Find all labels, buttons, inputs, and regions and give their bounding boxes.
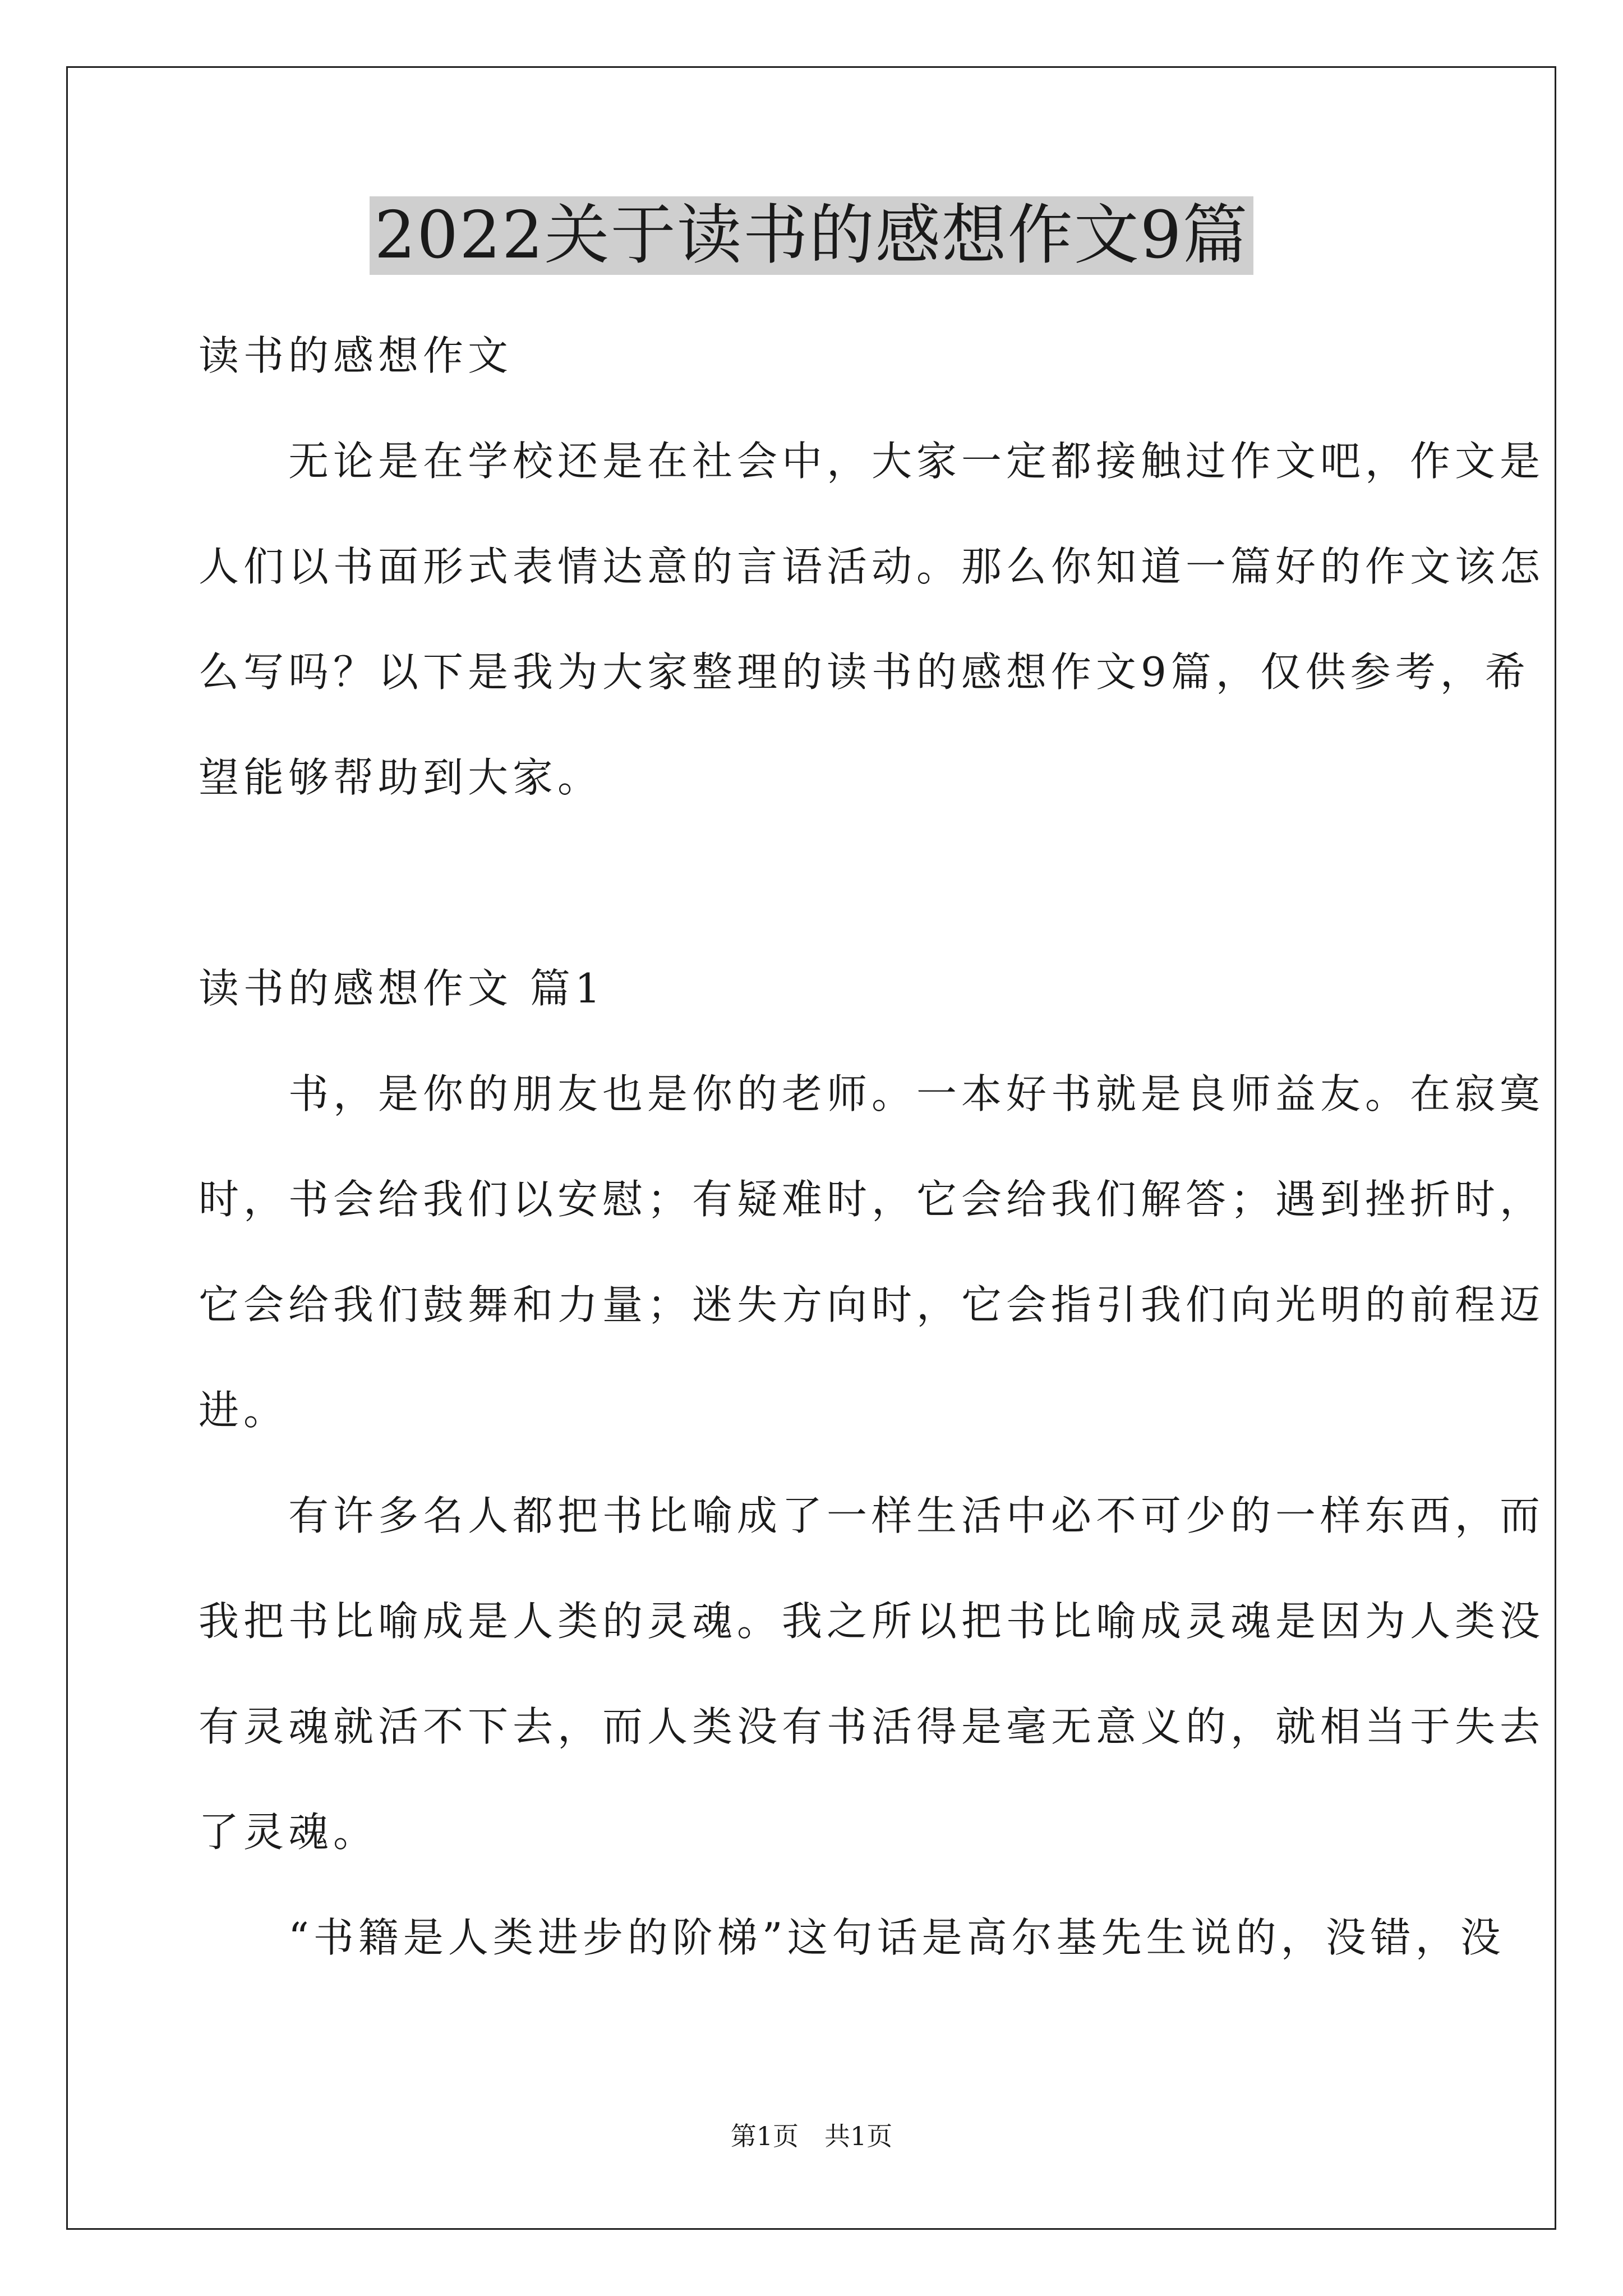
paragraph-line: 书，是你的朋友也是你的老师。一本好书就是良师益友。在寂寞 (199, 1070, 1545, 1117)
paragraph-line: 时，书会给我们以安慰；有疑难时，它会给我们解答；遇到挫折时， (199, 1176, 1545, 1223)
paragraph-line: “书籍是人类进步的阶梯”这句话是高尔基先生说的，没错，没 (199, 1914, 1505, 1961)
document-body (199, 303, 1545, 1990)
paragraph-line: 了灵魂。 (199, 1809, 379, 1856)
blank-line (199, 830, 1427, 936)
paragraph-line: 我把书比喻成是人类的灵魂。我之所以把书比喻成灵魂是因为人类没 (199, 1598, 1545, 1645)
title-block (0, 196, 1623, 275)
paragraph-line: 人们以书面形式表情达意的言语活动。那么你知道一篇好的作文该怎 (199, 543, 1545, 590)
paragraph-line: 望能够帮助到大家。 (199, 754, 603, 801)
section-heading: 读书的感想作文 (199, 332, 513, 379)
paragraph-line: 它会给我们鼓舞和力量；迷失方向时，它会指引我们向光明的前程迈 (199, 1281, 1545, 1328)
paragraph-line: 有灵魂就活不下去，而人类没有书活得是毫无意义的，就相当于失去 (199, 1703, 1545, 1750)
paragraph-line: 么写吗？以下是我为大家整理的读书的感想作文9篇，仅供参考，希 (199, 648, 1530, 696)
section-heading: 读书的感想作文 篇1 (199, 965, 605, 1012)
document-title: 2022关于读书的感想作文9篇 (370, 196, 1253, 275)
paragraph-line: 进。 (199, 1387, 289, 1434)
paragraph-line: 无论是在学校还是在社会中，大家一定都接触过作文吧，作文是 (199, 438, 1545, 485)
paragraph-line: 有许多名人都把书比喻成了一样生活中必不可少的一样东西，而 (199, 1492, 1545, 1539)
page-footer: 第1页 共1页 (730, 2121, 893, 2151)
